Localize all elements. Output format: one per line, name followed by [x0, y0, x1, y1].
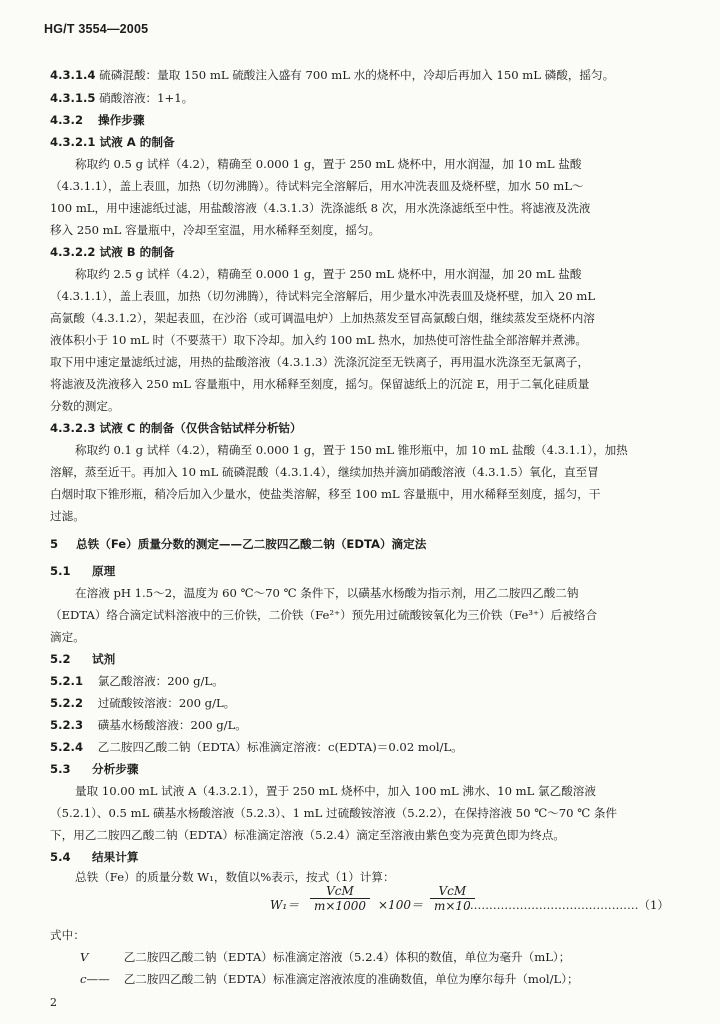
clause-number: 4.3.1.4: [50, 68, 96, 82]
heading-5-2: [50, 648, 692, 670]
section-title: 总铁（Fe）质量分数的测定——乙二胺四乙酸二钠（EDTA）滴定法: [76, 537, 427, 551]
heading-4-3-2-3: [50, 417, 692, 439]
paragraph-line: （4.3.1.1），盖上表皿，加热（切勿沸腾）。待试料完全溶解后，用水冲洗表皿及烧杯壁，加水 50 mL～: [50, 179, 584, 193]
clause-number: 4.3.1.5: [50, 91, 96, 105]
clause-number: 4.3.2.1: [50, 135, 96, 149]
heading-5-3: [50, 758, 692, 780]
clause-text: 磺基水杨酸溶液：200 g/L。: [97, 718, 247, 732]
paragraph-line: （5.2.1）、0.5 mL 磺基水杨酸溶液（5.2.3）、1 mL 过硫酸铵溶液（5.2.2），在保持溶液 50 ℃～70 ℃ 条件: [50, 806, 618, 820]
clause-text: 硫磷混酸：量取 150 mL 硫酸注入盛有 700 mL 水的烧杯中，冷却后再加入 150 mL 磷酸，摇匀。: [99, 68, 615, 82]
paragraph-line: 溶解，蒸至近干。再加入 10 mL 硫磷混酸（4.3.1.4），继续加热并滴加硝酸溶液（4.3.1.5）氧化，直至冒: [50, 465, 599, 479]
paragraph-line: 称取约 0.5 g 试样（4.2），精确至 0.000 1 g，置于 250 mL 烧杯中，用水润湿，加 10 mL 盐酸: [75, 157, 582, 171]
heading-5-1: [50, 560, 692, 582]
heading-4-3-2: [50, 109, 692, 131]
fraction-numerator: VcM: [430, 884, 475, 899]
clause-number: 5.2.2: [50, 696, 84, 710]
section-5-heading: [50, 533, 692, 555]
heading-text: 试剂: [92, 652, 116, 666]
paragraph-line: （EDTA）络合滴定试料溶液中的三价铁，二价铁（Fe²⁺）预先用过硫酸铵氧化为三价铁（Fe³⁺）后被络合: [50, 608, 598, 622]
clause-number: 4.3.2.2: [50, 245, 96, 259]
paragraph-line: 高氯酸（4.3.1.2），架起表皿，在沙浴（或可调温电炉）上加热蒸发至冒高氯酸白烟，继续蒸发至烧杯内溶: [50, 311, 595, 325]
paragraph-line: 100 mL，用中速滤纸过滤，用盐酸溶液（4.3.1.3）洗涤滤纸 8 次，用水洗涤滤纸至中性。将滤液及洗液: [50, 201, 591, 215]
paragraph-line: 白烟时取下锥形瓶，稍冷后加入少量水，使盐类溶解，移至 100 mL 容量瓶中，用水稀释至刻度，摇匀，干: [50, 487, 601, 501]
clause-4-3-1-4: [50, 64, 692, 86]
paragraph-line: 称取约 0.1 g 试样（4.2），精确至 0.000 1 g，置于 150 mL 锥形瓶中，加 10 mL 盐酸（4.3.1.1），加热: [75, 443, 628, 457]
section-number: 5: [50, 537, 59, 551]
fraction-numerator: VcM: [310, 884, 370, 899]
paragraph-line: 液体积小于 10 mL 时（不要蒸干）取下冷却。加入约 100 mL 热水，加热使可溶性盐全部溶解并煮沸。: [50, 333, 587, 347]
where-label: 式中：: [50, 928, 85, 942]
clause-text: 氯乙酸溶液：200 g/L。: [97, 674, 224, 688]
clause-text: 硝酸溶液：1+1。: [99, 91, 194, 105]
definition-text: 乙二胺四乙酸二钠（EDTA）标准滴定溶液（5.2.4）体积的数值，单位为毫升（mL）；: [123, 950, 571, 964]
clause-5-2-3: [50, 714, 692, 736]
paragraph-line: 过滤。: [50, 509, 85, 523]
paragraph-line: 下，用乙二胺四乙酸二钠（EDTA）标准滴定溶液（5.2.4）滴定至溶液由紫色变为亮黄色即为终点。: [50, 828, 565, 842]
formula-lhs: W₁＝: [270, 898, 300, 912]
paragraph-line: 取下用中速定量滤纸过滤，用热的盐酸溶液（4.3.1.3）洗涤沉淀至无铁离子，再用温水洗涤至无氯离子，: [50, 355, 590, 369]
clause-4-3-1-5: [50, 87, 692, 109]
definition-text: 乙二胺四乙酸二钠（EDTA）标准滴定溶液浓度的准确数值，单位为摩尔每升（mol/L）；: [123, 972, 579, 986]
clause-number: 5.4: [50, 850, 71, 864]
clause-number: 4.3.2: [50, 113, 84, 127]
clause-5-2-2: [50, 692, 692, 714]
clause-text: 过硫酸铵溶液：200 g/L。: [97, 696, 236, 710]
page-number: 2: [50, 996, 57, 1009]
definition-symbol: V: [80, 950, 89, 964]
standard-code-header: HG/T 3554—2005: [44, 22, 149, 36]
clause-number: 5.2: [50, 652, 71, 666]
clause-number: 4.3.2.3: [50, 421, 96, 435]
clause-5-2-1: [50, 670, 692, 692]
paragraph-line: 移入 250 mL 容量瓶中，冷却至室温，用水稀释至刻度，摇匀。: [50, 223, 381, 237]
formula-fraction-1: [310, 884, 370, 913]
clause-number: 5.2.3: [50, 718, 84, 732]
clause-5-2-4: [50, 736, 692, 758]
clause-number: 5.2.4: [50, 740, 84, 754]
heading-text: 试液 B 的制备: [99, 245, 175, 259]
equation-number: ………………………………………（1）: [466, 898, 669, 912]
heading-4-3-2-2: [50, 241, 692, 263]
formula-times-100: ×100＝: [378, 898, 423, 912]
heading-text: 操作步骤: [98, 113, 145, 127]
clause-text: 乙二胺四乙酸二钠（EDTA）标准滴定溶液：c(EDTA)＝0.02 mol/L。: [97, 740, 463, 754]
heading-text: 原理: [92, 564, 116, 578]
definition-item: [80, 946, 570, 968]
paragraph-line: 总铁（Fe）的质量分数 W₁，数值以%表示，按式（1）计算：: [75, 870, 395, 884]
paragraph-line: 将滤液及洗液移入 250 mL 容量瓶中，用水稀释至刻度，摇匀。保留滤纸上的沉淀 E，用于二氧化硅质量: [50, 377, 590, 391]
clause-number: 5.3: [50, 762, 71, 776]
definition-item: [80, 968, 579, 990]
fraction-denominator: m×1000: [314, 899, 366, 913]
clause-number: 5.1: [50, 564, 71, 578]
fraction-denominator: m×10: [434, 899, 471, 913]
heading-5-4: [50, 846, 692, 868]
paragraph-line: 分数的测定。: [50, 399, 120, 413]
heading-text: 分析步骤: [92, 762, 139, 776]
paragraph-line: 量取 10.00 mL 试液 A（4.3.2.1），置于 250 mL 烧杯中，加入 100 mL 沸水、10 mL 氯乙酸溶液: [75, 784, 596, 798]
heading-text: 结果计算: [92, 850, 139, 864]
paragraph-line: （4.3.1.1），盖上表皿，加热（切勿沸腾），待试料完全溶解后，用少量水冲洗表皿及烧杯壁，加入 20 mL: [50, 289, 596, 303]
heading-text: 试液 C 的制备（仅供含钴试样分析钴）: [99, 421, 302, 435]
paragraph-line: 在溶液 pH 1.5～2，温度为 60 ℃～70 ℃ 条件下，以磺基水杨酸为指示剂，用乙二胺四乙酸二钠: [75, 586, 579, 600]
paragraph-line: 称取约 2.5 g 试样（4.2），精确至 0.000 1 g，置于 250 mL 烧杯中，用水润湿，加 20 mL 盐酸: [75, 267, 582, 281]
definition-symbol: c——: [80, 972, 110, 986]
paragraph-line: 滴定。: [50, 630, 85, 644]
heading-text: 试液 A 的制备: [99, 135, 175, 149]
clause-number: 5.2.1: [50, 674, 84, 688]
heading-4-3-2-1: [50, 131, 692, 153]
